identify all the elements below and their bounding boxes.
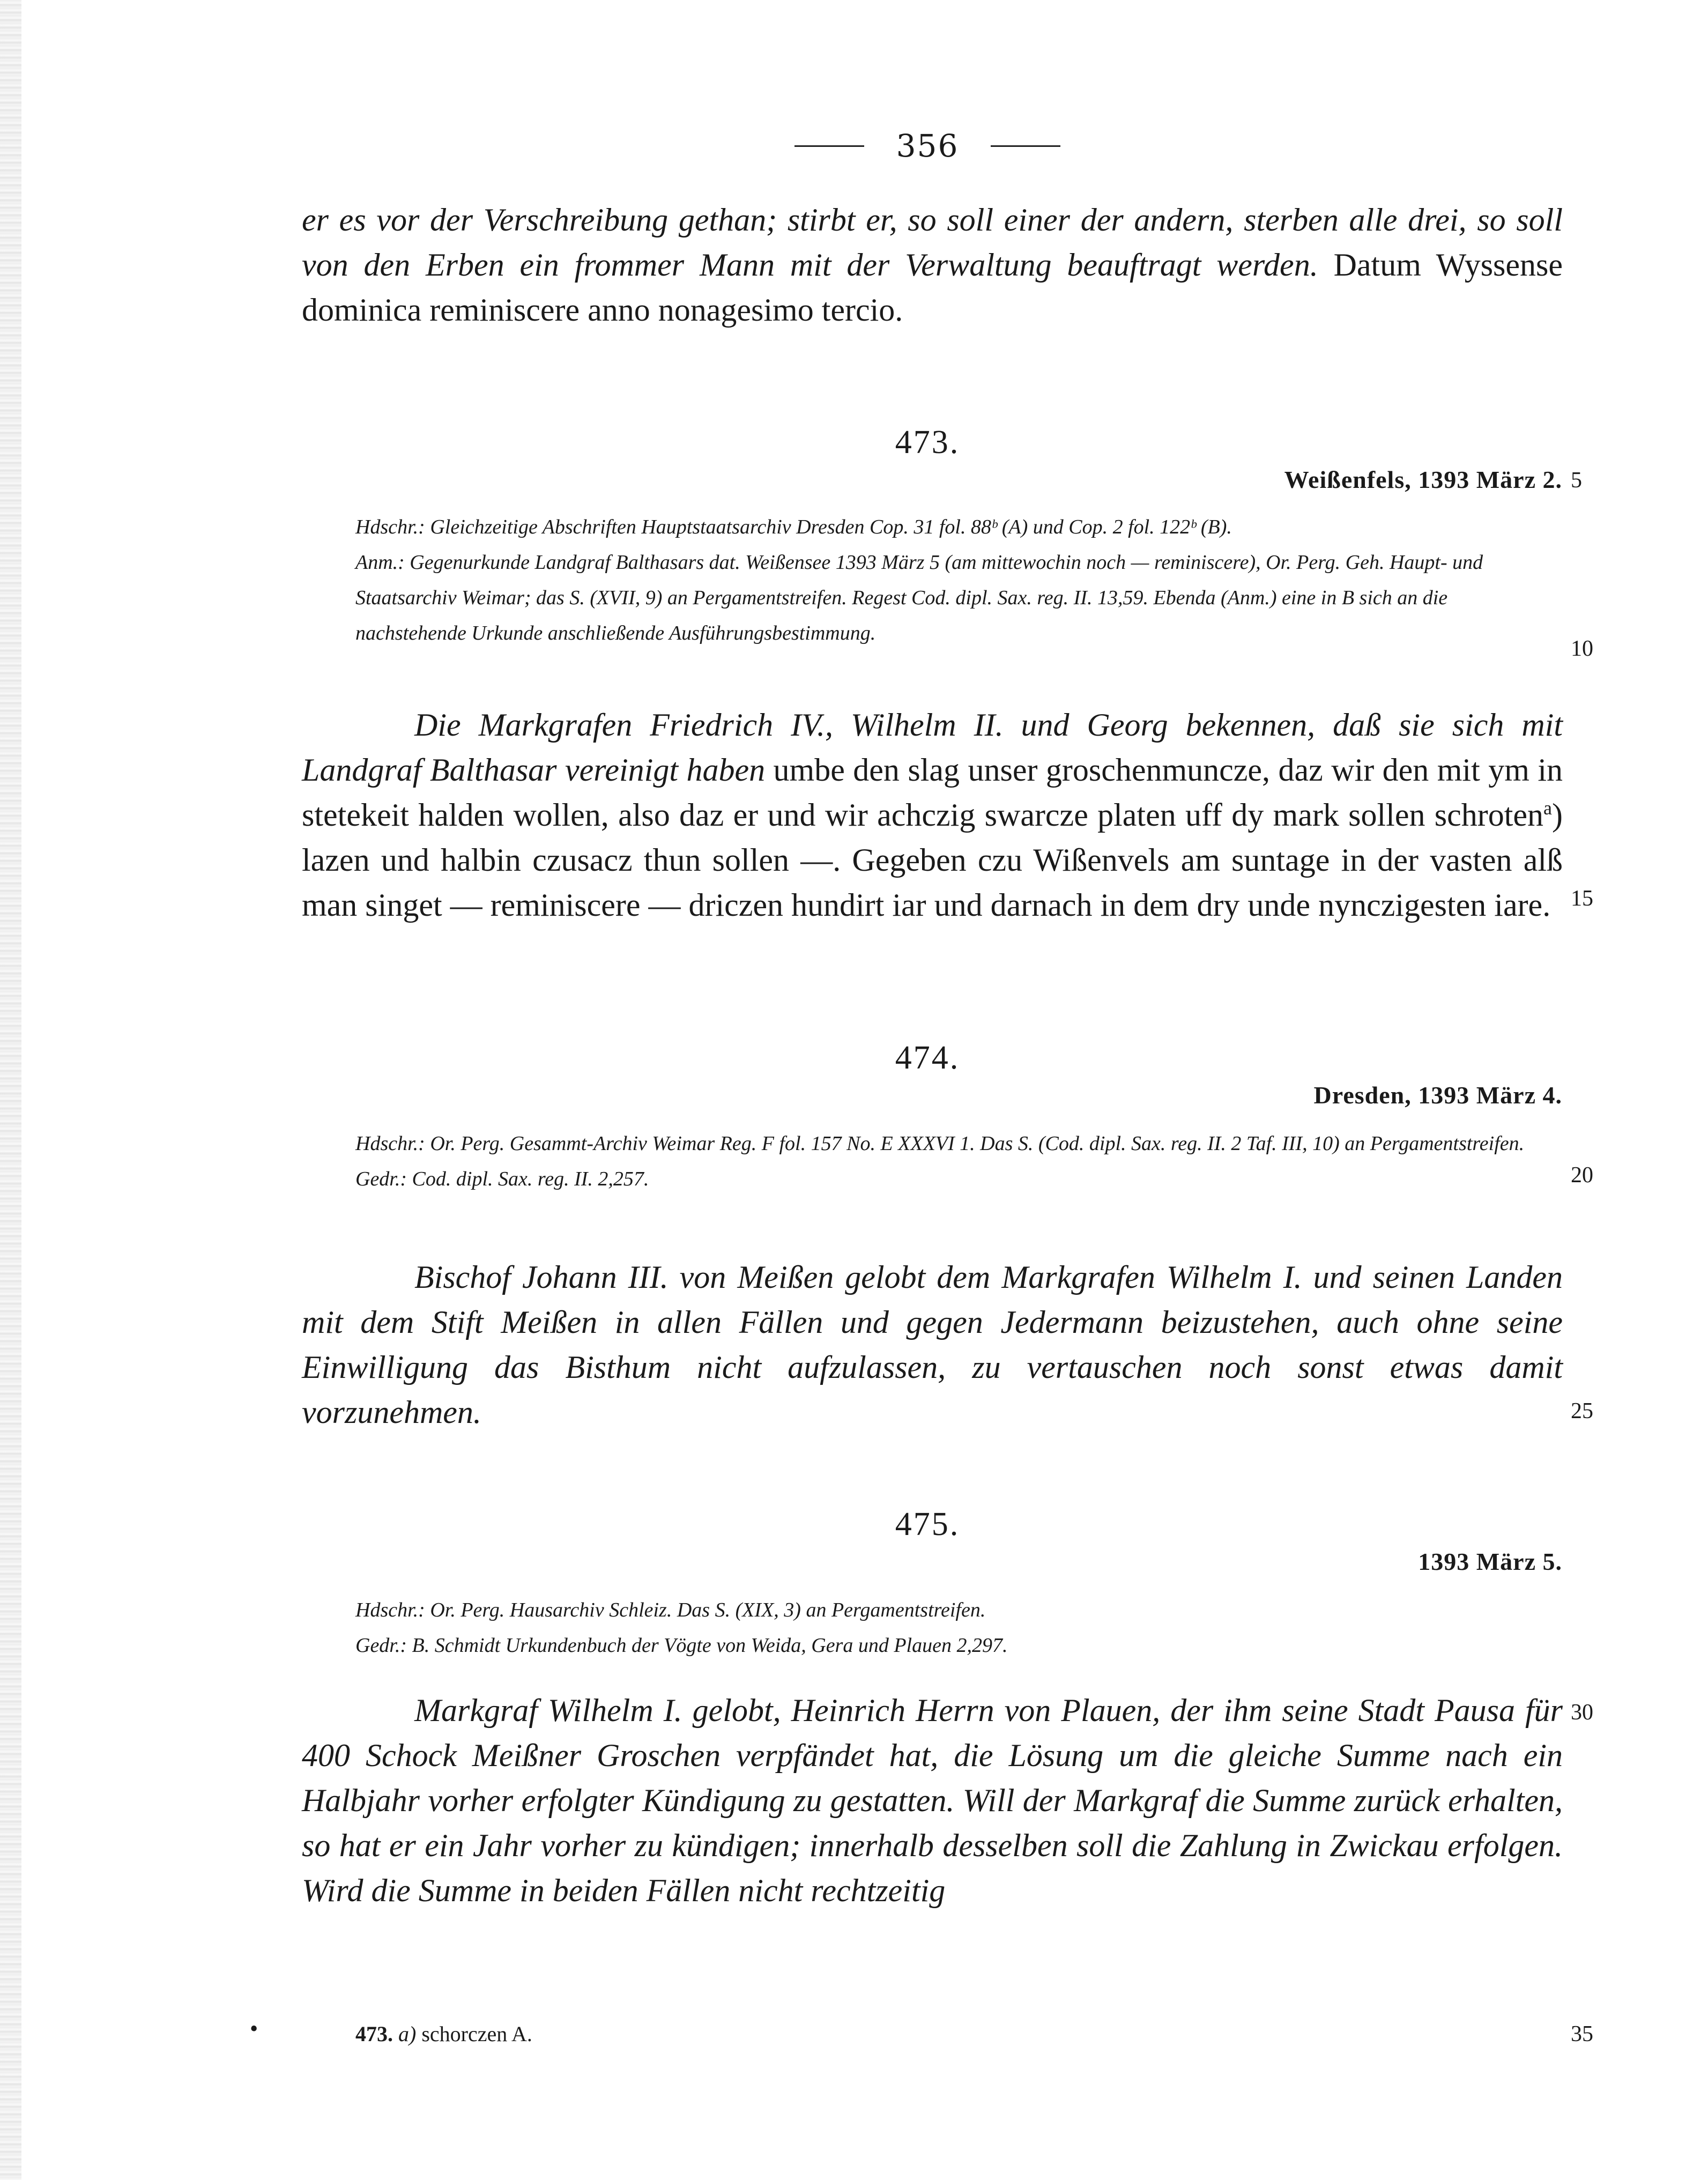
- entry-473-source-anm: Anm.: Gegenurkunde Landgraf Balthasars dat. Weißensee 1393 März 5 (am mittewochin noch — reminiscere), Or. Perg. Geh. Haupt- und Staatsarchiv Weimar; das S. (XVII, 9) an Pergamentstreifen. Regest Cod. dipl. Sax. reg. II. 13,59. Ebenda (Anm.) eine in B sich an die nachstehende Urkunde anschließende Ausführungsbestimmung.: [355, 551, 1483, 644]
- entry-473-place-date: Weißenfels, 1393 März 2.: [1284, 466, 1562, 493]
- line-number-5: 5: [1571, 468, 1582, 493]
- entry-473-sources: [355, 509, 1562, 651]
- entry-475-source-hdschr: Hdschr.: Or. Perg. Hausarchiv Schleiz. Das S. (XIX, 3) an Pergamentstreifen.: [355, 1599, 986, 1621]
- line-number-25: 25: [1571, 1399, 1593, 1423]
- entry-475-summary: Markgraf Wilhelm I. gelobt, Heinrich Herrn von Plauen, der ihm seine Stadt Pausa für 400 Schock Meißner Groschen verpfändet hat, die Lösung um die gleiche Summe nach ein Halbjahr vorher erfolgter Kündigung zu gestatten. Will der Markgraf die Summe zurück erhalten, so hat er ein Jahr vorher zu kündigen; innerhalb desselben soll die Zahlung in Zwickau erfolgen. Wird die Summe in beiden Fällen nicht rechtzeitig: [302, 1693, 1563, 1908]
- entry-474-summary: Bischof Johann III. von Meißen gelobt dem Markgrafen Wilhelm I. und seinen Landen mit dem Stift Meißen in allen Fällen und gegen Jedermann beizustehen, auch ohne seine Einwilligung das Bisthum nicht aufzulassen, zu vertauschen noch sonst etwas damit vorzunehmen.: [302, 1259, 1563, 1430]
- page-binding-edge: [0, 0, 21, 2180]
- entry-473-footnote-mark: a: [1543, 797, 1553, 819]
- footnote-text: schorczen A.: [421, 2022, 532, 2046]
- entry-473-summary: Die Markgrafen Friedrich IV., Wilhelm II. und Georg bekennen, daß sie sich mit Landgraf Balthasar vereinigt haben: [302, 707, 1563, 788]
- entry-474-place-date: Dresden, 1393 März 4.: [1313, 1081, 1562, 1109]
- line-number-15: 15: [1571, 886, 1593, 911]
- entry-475-place-date: 1393 März 5.: [1418, 1548, 1562, 1575]
- header-rule-right: [991, 145, 1060, 147]
- footnote-ref: 473.: [355, 2022, 393, 2046]
- carryover-latin: Datum Wyssense dominica reminiscere anno nonagesimo tercio.: [302, 247, 1563, 328]
- entry-473-source-hdschr: Hdschr.: Gleichzeitige Abschriften Hauptstaatsarchiv Dresden Cop. 31 fol. 88ᵇ (A) und Cop. 2 fol. 122ᵇ (B).: [355, 516, 1232, 538]
- line-number-35: 35: [1571, 2022, 1593, 2046]
- page-number: 356: [896, 128, 959, 164]
- entry-474-text: [302, 1255, 1563, 1435]
- line-number-20: 20: [1571, 1163, 1593, 1188]
- entry-475-sources: [355, 1592, 1562, 1663]
- entry-475-source-gedr: Gedr.: B. Schmidt Urkundenbuch der Vögte von Weida, Gera und Plauen 2,297.: [355, 1634, 1008, 1657]
- header-rule-left: [794, 145, 864, 147]
- footnote: [355, 2021, 532, 2046]
- entry-474-source-gedr: Gedr.: Cod. dipl. Sax. reg. II. 2,257.: [355, 1168, 649, 1190]
- entry-475-number: 475.: [895, 1506, 960, 1543]
- entry-473-text: [302, 702, 1563, 928]
- line-number-10: 10: [1571, 636, 1593, 661]
- entry-474-sources: [355, 1126, 1562, 1197]
- carryover-paragraph: [302, 197, 1563, 332]
- page-header: [777, 128, 1078, 164]
- line-number-30: 30: [1571, 1700, 1593, 1725]
- carryover-italic: er es vor der Verschreibung gethan; stirbt er, so soll einer der andern, sterben alle drei, so soll von den Erben ein frommer Mann mit der Verwaltung beauftragt werden.: [302, 202, 1563, 283]
- footnote-mark: a): [398, 2022, 417, 2046]
- entry-473-text-part2: ) lazen und halbin czusacz thun sollen —. Gegeben czu Wißenvels am suntage in der vasten alß man singet — reminiscere — driczen hundirt iar und darnach in dem dry unde nynczigesten iare.: [302, 797, 1563, 923]
- entry-473-number: 473.: [895, 424, 960, 461]
- entry-474-source-hdschr: Hdschr.: Or. Perg. Gesammt-Archiv Weimar Reg. F fol. 157 No. E XXXVI 1. Das S. (Cod. dipl. Sax. reg. II. 2 Taf. III, 10) an Pergamentstreifen.: [355, 1132, 1525, 1155]
- footnote-bullet-icon: •: [248, 2019, 260, 2041]
- entry-473-text-part1: umbe den slag unser groschenmuncze, daz wir den mit ym in stetekeit halden wollen, also daz er und wir achczig swarcze platen uff dy mark sollen schroten: [302, 752, 1563, 833]
- entry-475-text: [302, 1688, 1563, 1913]
- entry-474-number: 474.: [895, 1040, 960, 1076]
